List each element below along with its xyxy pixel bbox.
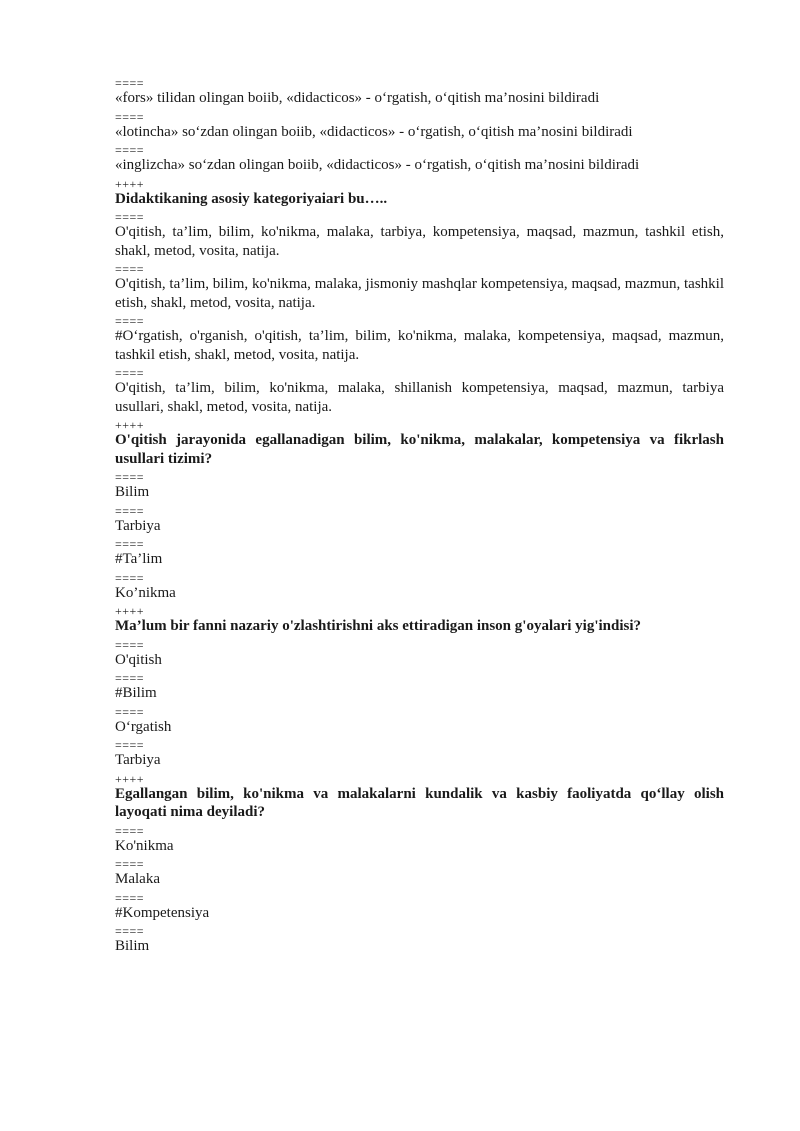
answer-option-correct: #Ta’lim — [115, 551, 163, 567]
option-separator: ==== — [115, 537, 145, 551]
option-separator: ==== — [115, 109, 145, 124]
question-text: O'qitish jarayonida egallanadigan bilim, ko'nikma, malakalar, kompetensiya va fikrlash usullari tizimi? — [115, 432, 724, 467]
option-separator: ==== — [115, 262, 145, 276]
answer-option: Bilim — [115, 938, 150, 954]
option-separator: ==== — [115, 890, 145, 905]
option-separator: ==== — [115, 671, 145, 685]
option-separator: ==== — [115, 503, 145, 518]
option-separator: ==== — [115, 470, 145, 484]
answer-option: «lotincha» so‘zdan olingan boiib, «didacticos» - o‘rgatish, o‘qitish ma’nosini bildiradi — [115, 123, 633, 140]
option-separator: ==== — [115, 704, 145, 719]
option-separator: ==== — [115, 857, 145, 871]
answer-option: «fors» tilidan olingan boiib, «didacticos» - o‘rgatish, o‘qitish ma’nosini bildiradi — [115, 90, 600, 106]
option-separator: ==== — [115, 637, 145, 652]
option-separator: ==== — [115, 570, 145, 585]
option-separator: ==== — [115, 210, 145, 224]
question-text: Egallangan bilim, ko'nikma va malakalarni kundalik va kasbiy faoliyatda qo‘llay olish layoqati nima deyiladi? — [115, 785, 724, 820]
answer-option: O‘rgatish — [115, 718, 172, 735]
option-separator: ==== — [115, 924, 145, 938]
question-separator: ++++ — [115, 604, 145, 618]
document-page — [115, 74, 724, 956]
answer-option: O'qitish, ta’lim, bilim, ko'nikma, malaka, jismoniy mashqlar kompetensiya, maqsad, mazmun, tashkil etish, shakl, metod, vosita, natija. — [115, 276, 724, 311]
question-separator: ++++ — [115, 418, 145, 432]
answer-option: Bilim — [115, 484, 150, 500]
answer-option-correct: #O‘rgatish, o'rganish, o'qitish, ta’lim, bilim, ko'nikma, malaka, kompetensiya, maqsad, mazmun, tashkil etish, shakl, metod, vosita, natija. — [115, 328, 724, 363]
answer-option: Tarbiya — [115, 752, 161, 768]
answer-option: O'qitish, ta’lim, bilim, ko'nikma, malaka, shillanish kompetensiya, maqsad, mazmun, tarbiya usullari, shakl, metod, vosita, natija. — [115, 380, 724, 415]
answer-option: Ko’nikma — [115, 584, 176, 601]
answer-option: O'qitish, ta’lim, bilim, ko'nikma, malaka, tarbiya, kompetensiya, maqsad, mazmun, tashkil etish, shakl, metod, vosita, natija. — [115, 224, 724, 259]
option-separator: ==== — [115, 143, 145, 157]
option-separator: ==== — [115, 366, 145, 380]
answer-option: Tarbiya — [115, 517, 161, 534]
question-text: Didaktikaning asosiy kategoriyaiari bu….. — [115, 190, 388, 207]
question-text: Ma’lum bir fanni nazariy o'zlashtirishni aks ettiradigan inson g'oyalari yig'indisi? — [115, 618, 642, 634]
question-separator: ++++ — [115, 771, 145, 786]
option-separator: ==== — [115, 314, 145, 328]
answer-option: Ko'nikma — [115, 837, 174, 854]
option-separator: ==== — [115, 738, 145, 752]
answer-option: Malaka — [115, 871, 160, 887]
answer-option: «inglizcha» so‘zdan olingan boiib, «didacticos» - o‘rgatish, o‘qitish ma’nosini bildiradi — [115, 157, 640, 173]
answer-option-correct: #Kompetensiya — [115, 904, 210, 921]
option-separator: ==== — [115, 76, 145, 90]
answer-option-correct: #Bilim — [115, 685, 157, 701]
option-separator: ==== — [115, 823, 145, 838]
answer-option: O'qitish — [115, 651, 162, 668]
question-separator: ++++ — [115, 176, 145, 191]
